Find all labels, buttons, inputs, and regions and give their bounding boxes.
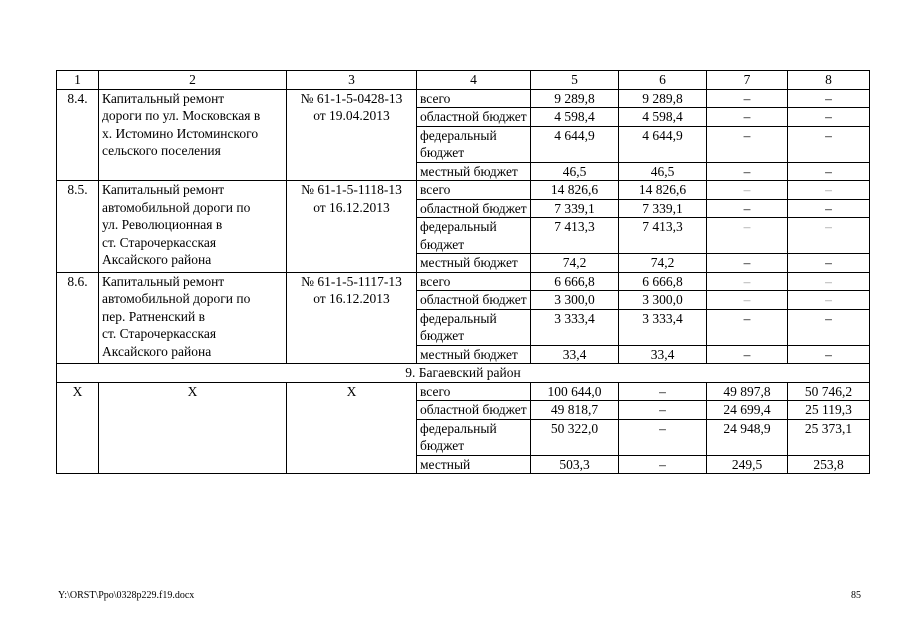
- amount-cell: 9 289,8: [531, 89, 619, 108]
- amount-cell: –: [619, 401, 707, 420]
- amount-cell: 4 644,9: [531, 126, 619, 162]
- header-cell: 3: [287, 71, 417, 90]
- amount-cell: 24 948,9: [707, 419, 788, 455]
- amount-cell: 4 598,4: [619, 108, 707, 127]
- amount-cell: –: [788, 345, 870, 364]
- amount-cell: 46,5: [619, 162, 707, 181]
- amount-cell: 50 746,2: [788, 382, 870, 401]
- funding-source: областной бюджет: [417, 291, 531, 310]
- amount-cell: 6 666,8: [531, 272, 619, 291]
- object-name-line: пер. Ратненский в: [102, 308, 205, 324]
- amount-cell: 7 339,1: [531, 199, 619, 218]
- funding-source: областной бюджет: [417, 401, 531, 420]
- amount-cell: 253,8: [788, 455, 870, 474]
- object-name-line: автомобильной дороги по: [102, 199, 251, 215]
- document-ref-line: от 16.12.2013: [313, 291, 390, 306]
- document-ref: [287, 89, 417, 181]
- amount-cell: –: [707, 126, 788, 162]
- object-name-line: ст. Старочеркасская: [102, 234, 217, 250]
- object-name-line: Аксайского района: [102, 252, 212, 267]
- amount-cell: 3 300,0: [619, 291, 707, 310]
- amount-cell: 14 826,6: [531, 181, 619, 200]
- object-name-line: дороги по ул. Московская в: [102, 108, 261, 123]
- amount-cell: –: [707, 345, 788, 364]
- funding-source: местный бюджет: [417, 254, 531, 273]
- funding-source: местный: [417, 455, 531, 474]
- amount-cell: 3 333,4: [619, 309, 707, 345]
- amount-cell: 4 598,4: [531, 108, 619, 127]
- amount-cell: 503,3: [531, 455, 619, 474]
- table-row: [57, 89, 870, 108]
- section-row: [57, 364, 870, 383]
- object-name-line: ул. Революционная в: [102, 217, 223, 232]
- budget-table: [56, 70, 870, 474]
- amount-cell: –: [619, 455, 707, 474]
- object-name-line: автомобильной дороги по: [102, 291, 251, 306]
- document-ref-line: от 19.04.2013: [313, 108, 390, 123]
- amount-cell: –: [788, 218, 870, 254]
- amount-cell: 46,5: [531, 162, 619, 181]
- amount-cell: –: [707, 108, 788, 127]
- amount-cell: –: [788, 89, 870, 108]
- header-cell: 5: [531, 71, 619, 90]
- amount-cell: –: [707, 291, 788, 310]
- amount-cell: 7 413,3: [619, 218, 707, 254]
- amount-cell: –: [619, 382, 707, 401]
- document-ref: [287, 272, 417, 364]
- funding-source: всего: [417, 272, 531, 291]
- page-number: 85: [851, 590, 861, 601]
- item-number: Х: [57, 382, 99, 474]
- amount-cell: –: [619, 419, 707, 455]
- amount-cell: –: [788, 108, 870, 127]
- amount-cell: –: [707, 218, 788, 254]
- amount-cell: –: [788, 162, 870, 181]
- amount-cell: –: [707, 199, 788, 218]
- amount-cell: 249,5: [707, 455, 788, 474]
- amount-cell: 25 119,3: [788, 401, 870, 420]
- amount-cell: 3 300,0: [531, 291, 619, 310]
- table-row: [57, 382, 870, 401]
- funding-source: местный бюджет: [417, 162, 531, 181]
- item-number: 8.4.: [57, 89, 99, 181]
- amount-cell: 49 818,7: [531, 401, 619, 420]
- object-name: [99, 89, 287, 181]
- funding-source: всего: [417, 382, 531, 401]
- header-cell: 8: [788, 71, 870, 90]
- amount-cell: –: [788, 254, 870, 273]
- table-row: [57, 272, 870, 291]
- document-ref: Х: [287, 382, 417, 474]
- amount-cell: 100 644,0: [531, 382, 619, 401]
- funding-source: местный бюджет: [417, 345, 531, 364]
- amount-cell: 3 333,4: [531, 309, 619, 345]
- amount-cell: –: [788, 291, 870, 310]
- object-name-line: х. Истомино Истоминского: [102, 125, 259, 141]
- header-row: [57, 71, 870, 90]
- header-cell: 2: [99, 71, 287, 90]
- amount-cell: –: [788, 181, 870, 200]
- amount-cell: 24 699,4: [707, 401, 788, 420]
- object-name: Х: [99, 382, 287, 474]
- header-cell: 6: [619, 71, 707, 90]
- amount-cell: –: [707, 309, 788, 345]
- amount-cell: 74,2: [619, 254, 707, 273]
- amount-cell: 74,2: [531, 254, 619, 273]
- table-row: [57, 181, 870, 200]
- amount-cell: –: [707, 181, 788, 200]
- amount-cell: –: [707, 254, 788, 273]
- item-number: 8.5.: [57, 181, 99, 273]
- funding-source: федеральный бюджет: [417, 419, 531, 455]
- funding-source: областной бюджет: [417, 199, 531, 218]
- object-name-line: Капитальный ремонт: [102, 273, 225, 289]
- object-name-line: сельского поселения: [102, 143, 221, 158]
- funding-source: федеральный бюджет: [417, 218, 531, 254]
- amount-cell: 33,4: [531, 345, 619, 364]
- object-name-line: Аксайского района: [102, 343, 212, 359]
- funding-source: всего: [417, 181, 531, 200]
- section-title: 9. Багаевский район: [57, 364, 870, 383]
- item-number: 8.6.: [57, 272, 99, 364]
- amount-cell: 33,4: [619, 345, 707, 364]
- header-cell: 4: [417, 71, 531, 90]
- document-ref: [287, 181, 417, 273]
- funding-source: федеральный бюджет: [417, 309, 531, 345]
- object-name: [99, 272, 287, 364]
- amount-cell: 9 289,8: [619, 89, 707, 108]
- funding-source: федеральный бюджет: [417, 126, 531, 162]
- object-name-line: ст. Старочеркасская: [102, 326, 217, 341]
- funding-source: областной бюджет: [417, 108, 531, 127]
- amount-cell: –: [707, 89, 788, 108]
- amount-cell: 6 666,8: [619, 272, 707, 291]
- amount-cell: 14 826,6: [619, 181, 707, 200]
- object-name-line: Капитальный ремонт: [102, 182, 225, 197]
- amount-cell: 25 373,1: [788, 419, 870, 455]
- document-ref-line: № 61-1-5-0428-13: [300, 90, 403, 106]
- file-path: Y:\ORST\Ppo\0328p229.f19.docx: [58, 590, 195, 601]
- header-cell: 7: [707, 71, 788, 90]
- funding-source: всего: [417, 89, 531, 108]
- amount-cell: 7 339,1: [619, 199, 707, 218]
- document-ref-line: № 61-1-5-1118-13: [301, 182, 402, 197]
- amount-cell: 49 897,8: [707, 382, 788, 401]
- amount-cell: 4 644,9: [619, 126, 707, 162]
- document-ref-line: от 16.12.2013: [313, 199, 390, 215]
- amount-cell: 50 322,0: [531, 419, 619, 455]
- amount-cell: –: [788, 272, 870, 291]
- amount-cell: –: [788, 126, 870, 162]
- document-ref-line: № 61-1-5-1117-13: [301, 273, 402, 289]
- amount-cell: –: [707, 272, 788, 291]
- amount-cell: –: [788, 309, 870, 345]
- amount-cell: –: [707, 162, 788, 181]
- amount-cell: 7 413,3: [531, 218, 619, 254]
- header-cell: 1: [57, 71, 99, 90]
- amount-cell: –: [788, 199, 870, 218]
- object-name-line: Капитальный ремонт: [102, 90, 225, 106]
- object-name: [99, 181, 287, 273]
